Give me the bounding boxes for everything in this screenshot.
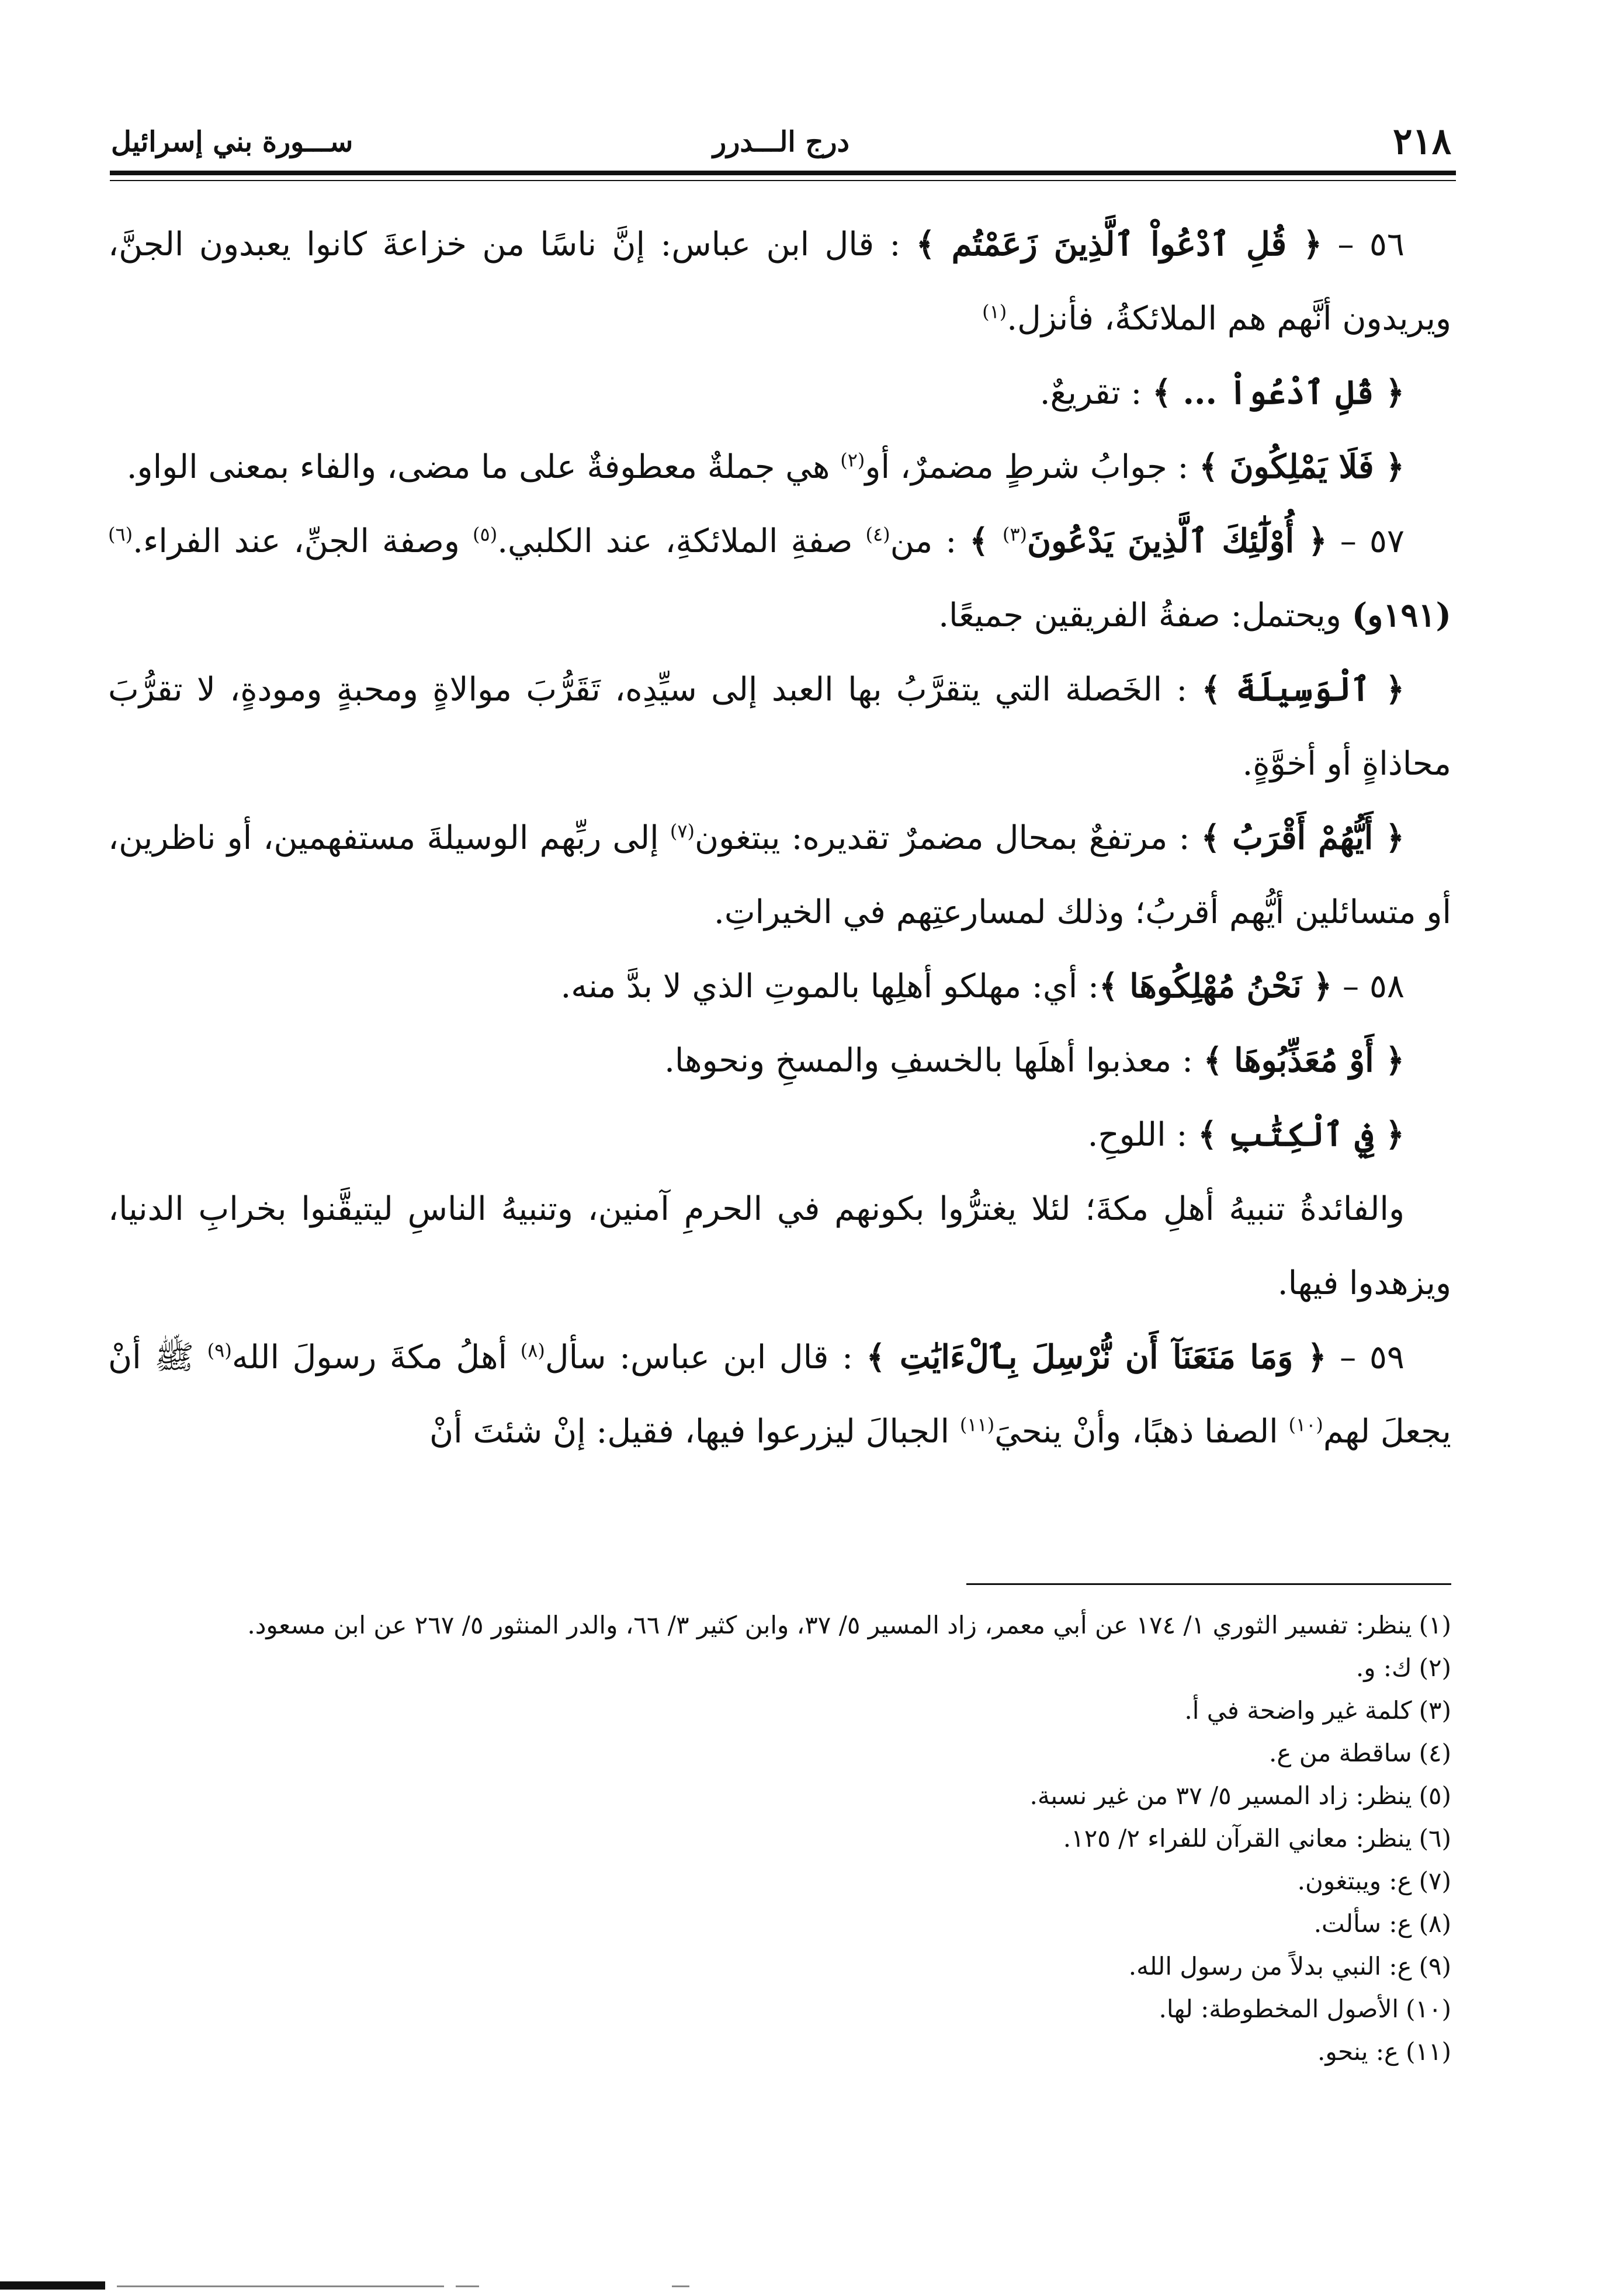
paragraph — [108, 207, 1451, 356]
footnote-number: (٧) — [1419, 1867, 1451, 1895]
text-run: إلى ربِّهم الوسيلةَ مستفهمين، أو ناظرين، أو متسائلين أيُّهم أقربُ؛ وذلك لمسارعتِهم في الخيراتِ. — [108, 819, 1451, 931]
running-header — [111, 120, 1451, 167]
text-run: (١٩١و) — [1351, 596, 1451, 634]
footnote-number: (٦) — [1419, 1824, 1451, 1853]
footnote — [108, 1646, 1451, 1689]
footnote-text: كلمة غير واضحة في أ. — [1184, 1696, 1412, 1725]
footnote-ref: (٧) — [670, 820, 695, 842]
paragraph — [108, 1024, 1451, 1098]
footnote-number: (٩) — [1419, 1952, 1451, 1981]
quran-quote: ﴿ قُلِ ٱدْعُواْ ٱلَّذِينَ زَعَمْتُم ﴾ — [916, 225, 1323, 263]
footnote-ref: (١٠) — [1288, 1413, 1323, 1436]
footnote-text: ينظر: زاد المسير ٥/ ٣٧ من غير نسبة. — [1029, 1781, 1412, 1810]
text-run: والفائدةُ تنبيهُ أهلِ مكةَ؛ لئلا يغترُّوا بكونهم في الحرمِ آمنين، وتنبيهُ الناسِ ليتيقَّنوا بخرابِ الدنيا، ويزهدوا فيها. — [108, 1190, 1451, 1302]
scan-artifact — [0, 2281, 105, 2290]
text-run: الصفا ذهبًا، وأنْ ينحيَ — [994, 1413, 1289, 1451]
footnote — [108, 1860, 1451, 1902]
footnote — [108, 1689, 1451, 1732]
text-run: : جوابُ شرطٍ مضمرٌ، أو — [865, 448, 1199, 486]
footnote-number: (١١) — [1406, 2037, 1451, 2066]
text-run: : قال ابن عباس: سأل — [545, 1338, 866, 1376]
footnote — [108, 2030, 1451, 2073]
text-run: الجبالَ ليزرعوا فيها، فقيل: إنْ شئتَ أنْ — [429, 1413, 960, 1451]
text-run: ٥٩ – — [1326, 1338, 1405, 1376]
footnote-ref: (١١) — [959, 1413, 995, 1436]
quran-quote: ﴿ أَوْ مُعَذِّبُوهَا ﴾ — [1203, 1041, 1405, 1080]
header-rule-thick — [110, 171, 1456, 175]
scan-artifact — [456, 2285, 479, 2287]
footnote-text: ع: ينحو. — [1317, 2037, 1399, 2066]
footnote-ref: (٣) — [1002, 523, 1027, 546]
footnote-text: ك: و. — [1355, 1653, 1412, 1682]
footnote-ref: (٩) — [207, 1339, 232, 1362]
footnote-text: ع: النبي بدلاً من رسول الله. — [1128, 1952, 1412, 1981]
footnote — [108, 1945, 1451, 1988]
paragraph — [108, 1172, 1451, 1320]
paragraph — [108, 801, 1451, 949]
text-run: : الخَصلة التي يتقرَّبُ بها العبد إلى سيِّدِه، تَقَرُّبَ موالاةٍ ومحبةٍ ومودةٍ، لا تقرُّبَ محاذاةٍ أو أخوَّةٍ. — [108, 671, 1451, 783]
footnote — [108, 1817, 1451, 1860]
footnote-text: ع: سألت. — [1313, 1909, 1412, 1938]
text-run: وصفة الجنِّ، عند الفراء. — [133, 522, 473, 560]
footnote-ref: (١) — [982, 300, 1007, 323]
footnotes — [108, 1604, 1451, 2073]
quran-quote: ﴿ نَحْنُ مُهْلِكُوهَا ﴾ — [1098, 967, 1333, 1005]
paragraph — [108, 1320, 1451, 1469]
footnote — [108, 1902, 1451, 1945]
footnote-ref: (٦) — [108, 523, 133, 546]
footnote — [108, 1732, 1451, 1774]
footnote-ref: (٨) — [520, 1339, 545, 1362]
text-run: : معذبوا أهلَها بالخسفِ والمسخِ ونحوها. — [664, 1042, 1204, 1080]
paragraph — [108, 653, 1451, 801]
book-title: درج الـــدرر — [713, 126, 849, 158]
footnote-text: ساقطة من ع. — [1269, 1739, 1412, 1767]
surah-name: ســـورة بني إسرائيل — [111, 126, 353, 158]
text-run: ٥٨ – — [1332, 967, 1405, 1005]
quran-quote: ﴿ أَيُّهُمْ أَقْرَبُ ﴾ — [1201, 818, 1405, 857]
footnote-number: (٢) — [1419, 1653, 1451, 1682]
footnote-number: (٤) — [1419, 1739, 1451, 1767]
footnote-ref: (٢) — [840, 449, 865, 471]
footnote — [108, 1774, 1451, 1817]
footnote-text: ينظر: تفسير الثوري ١/ ١٧٤ عن أبي معمر، زاد المسير ٥/ ٣٧، وابن كثير ٣/ ٦٦، والدر المنثور ٥/ ٢٦٧ عن ابن مسعود. — [247, 1611, 1412, 1639]
quran-quote: ﴿ قُلِ ٱدْعُواْ ... ﴾ — [1152, 373, 1405, 412]
paragraph — [108, 949, 1451, 1024]
footnote — [108, 1604, 1451, 1646]
text-run: ٥٧ – — [1327, 522, 1405, 560]
text-run: : قال ابن عباس: إنَّ ناسًا من خزاعةَ كانوا يعبدون الجنَّ، ويريدون أنَّهم هم الملائكةُ، فأنزل. — [108, 226, 1451, 338]
paragraph — [108, 430, 1451, 504]
paragraph — [108, 504, 1451, 653]
footnote-text: الأصول المخطوطة: لها. — [1159, 1995, 1399, 2023]
text-run: هي جملةٌ معطوفةٌ على ما مضى، والفاء بمعنى الواو. — [126, 448, 841, 486]
quran-quote: ﴿ أُوْلَٰٓئِكَ ٱلَّذِينَ يَدْعُونَ — [1027, 522, 1327, 560]
paragraph — [108, 356, 1451, 430]
main-text — [108, 207, 1451, 1469]
footnote-separator — [966, 1583, 1451, 1585]
footnote-number: (٨) — [1419, 1909, 1451, 1938]
text-run: أهلُ مكةَ رسولَ الله — [231, 1338, 521, 1376]
quran-quote: ﴿ فِي ٱلْكِتَٰبِ ﴾ — [1198, 1115, 1405, 1154]
text-run: : من — [890, 522, 970, 560]
text-run: : مرتفعٌ بمحال مضمرٌ تقديره: يبتغون — [695, 819, 1201, 857]
footnote-number: (١٠) — [1406, 1995, 1451, 2023]
footnote-number: (٥) — [1419, 1781, 1451, 1810]
text-run: صفةِ الملائكةِ، عند الكلبي. — [497, 522, 866, 560]
text-run: : اللوحِ. — [1087, 1116, 1198, 1154]
header-rule-thin — [110, 180, 1456, 181]
quran-quote: ﴿ وَمَا مَنَعَنَآ أَن نُّرْسِلَ بِٱلْءَايَٰتِ ﴾ — [866, 1338, 1327, 1376]
text-run: : أي: مهلكو أهلِها بالموتِ الذي لا بدَّ منه. — [560, 967, 1099, 1005]
paragraph — [108, 1098, 1451, 1172]
footnote-ref: (٥) — [473, 523, 498, 546]
quran-quote: ﴾ — [969, 522, 1003, 560]
scan-artifact — [117, 2285, 444, 2287]
footnote-text: ع: ويبتغون. — [1297, 1867, 1412, 1895]
footnote — [108, 1988, 1451, 2030]
text-run: ويحتمل: صفةُ الفريقين جميعًا. — [938, 596, 1352, 634]
scan-artifact — [672, 2285, 689, 2287]
footnote-text: ينظر: معاني القرآن للفراء ٢/ ١٢٥. — [1063, 1824, 1412, 1853]
text-run: ﷺ أنْ يجعلَ لهم — [108, 1338, 1451, 1451]
text-run: : تقريعٌ. — [1039, 374, 1153, 412]
text-run: ٥٦ – — [1322, 226, 1405, 263]
footnote-ref: (٤) — [865, 523, 890, 546]
footnote-number: (٣) — [1419, 1696, 1451, 1725]
page-number: ٢١٨ — [1393, 120, 1451, 162]
quran-quote: ﴿ فَلَا يَمْلِكُونَ ﴾ — [1199, 448, 1405, 486]
quran-quote: ﴿ ٱلْوَسِيلَةَ ﴾ — [1201, 670, 1405, 709]
footnote-number: (١) — [1419, 1611, 1451, 1639]
